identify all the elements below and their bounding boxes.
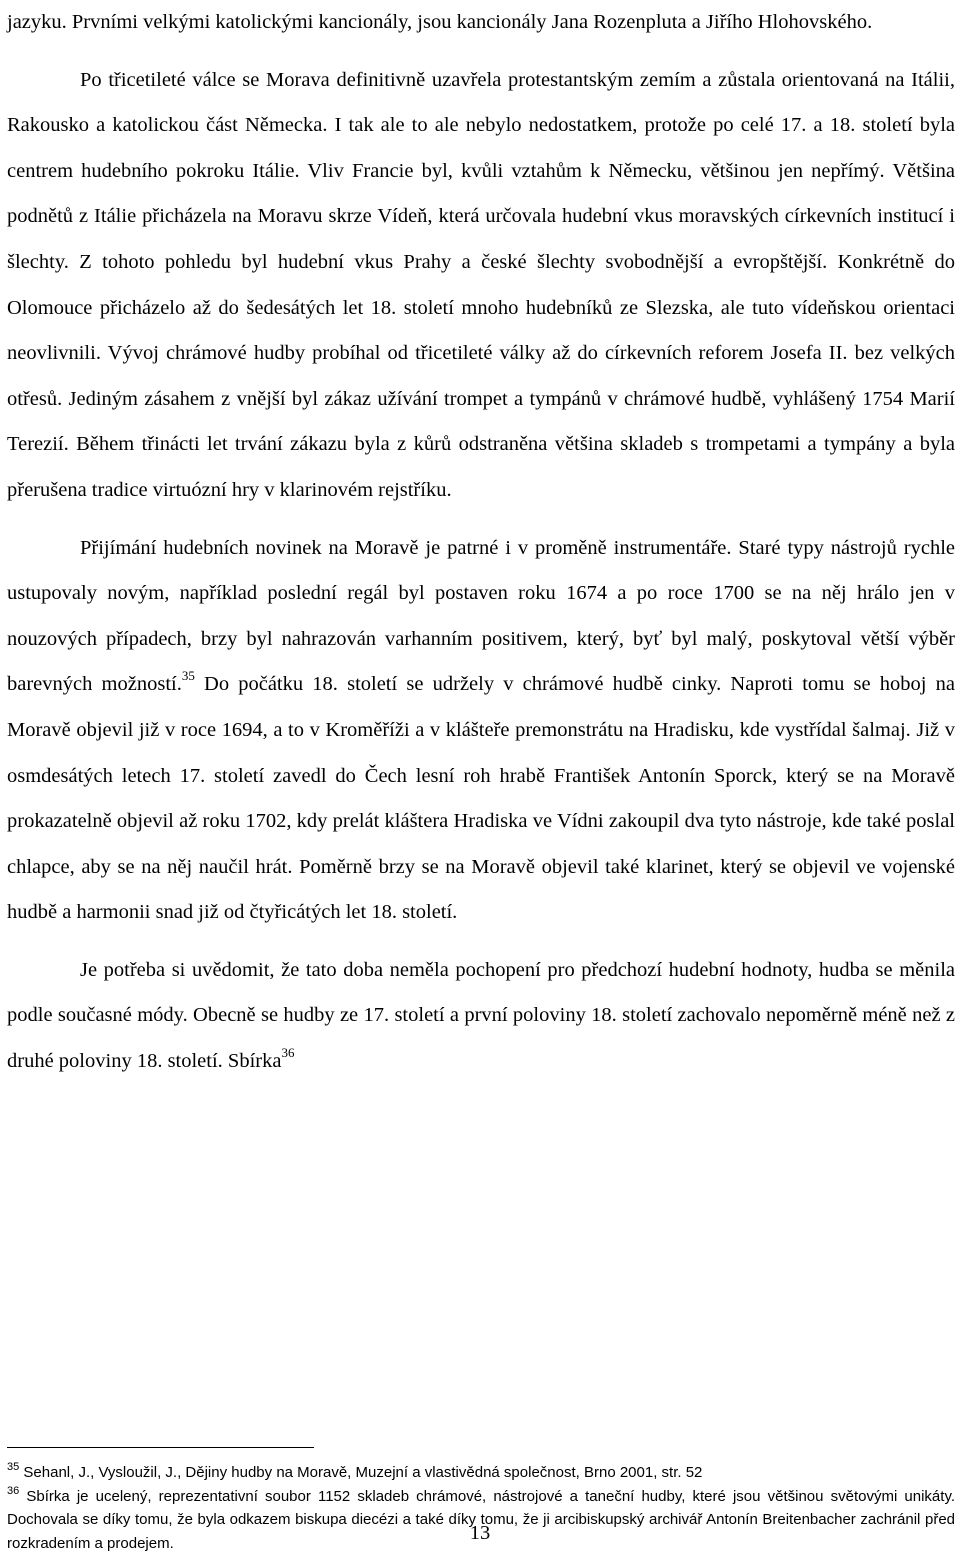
paragraph-thirty-years-war: Po třicetileté válce se Morava definitivně uzavřela protestantským zemím a zůstala orientovaná na Itálii, Rakousko a katolickou část Německa. I tak ale to ale nebylo nedostatkem, protože po celé 17. a 18. století byla centrem hudebního pokroku Itálie. Vliv Francie byl, kvůli vztahům k Německu, většinou jen nepřímý. Většina podnětů z Itálie přicházela na Moravu skrze Vídeň, která určovala hudební vkus moravských církevních institucí i šlechty. Z tohoto pohledu byl hudební vkus Prahy a české šlechty svobodnější a evropštější. Konkrétně do Olomouce přicházelo až do šedesátých let 18. století mnoho hudebníků ze Slezska, ale tuto vídeňskou orientaci neovlivnili. Vývoj chrámové hudby probíhal od třicetileté války až do církevních reforem Josefa II. bez velkých otřesů. Jediným zásahem z vnější byl zákaz užívání trompet a tympánů v chrámové hudbě, vyhlášený 1754 Marií Terezií. Během třinácti let trvání zákazu byla z kůrů odstraněna většina skladeb s trompetami a tympány a byla přerušena tradice virtuózní hry v klarinovém rejstříku.: [7, 58, 955, 514]
footnote-35: [7, 1461, 955, 1485]
paragraph-preservation-text: Je potřeba si uvědomit, že tato doba neměla pochopení pro předchozí hudební hodnoty, hudba se měnila podle současné módy. Obecně se hudby ze 17. století a první poloviny 18. století zachovalo nepoměrně méně než z druhé poloviny 18. století. Sbírka: [7, 959, 955, 1072]
paragraph-preservation: [7, 948, 955, 1085]
footnote-ref-36[interactable]: 36: [281, 1045, 294, 1060]
paragraph-instruments-text-a: Přijímání hudebních novinek na Moravě je patrné i v proměně instrumentáře. Staré typy nástrojů rychle ustupovaly novým, například poslední regál byl postaven roku 1674 a po roce 1700 se na něj hrálo jen v nouzových případech, brzy byl nahrazován varhanním positivem, který, byť byl malý, poskytoval větší výběr barevných možností.: [7, 537, 955, 696]
paragraph-continuation: jazyku. Prvními velkými katolickými kancionály, jsou kancionály Jana Rozenpluta a Jiřího Hlohovského.: [7, 0, 955, 46]
paragraph-instruments: [7, 526, 955, 936]
page-number: 13: [0, 1522, 960, 1545]
footnote-number-35: 35: [7, 1461, 19, 1473]
footnote-separator: [7, 1447, 314, 1448]
paragraph-instruments-text-b: Do počátku 18. století se udržely v chrámové hudbě cinky. Naproti tomu se hoboj na Moravě objevil již v roce 1694, a to v Kroměříži a v klášteře premonstrátu na Hradisku, kde vystřídal šalmaj. Již v osmdesátých letech 17. století zavedl do Čech lesní roh hrabě František Antonín Sporck, který se na Moravě prokazatelně objevil až roku 1702, kdy prelát kláštera Hradiska ve Vídni zakoupil dva tyto nástroje, kde také poslal chlapce, aby se na něj naučil hrát. Poměrně brzy se na Moravě objevil také klarinet, který se objevil ve vojenské hudbě a harmonii snad již od čtyřicátých let 18. století.: [7, 673, 955, 923]
footnote-ref-35[interactable]: 35: [182, 668, 195, 683]
footnote-number-36: 36: [7, 1485, 19, 1497]
body-text: [7, 0, 955, 1085]
footnote-text-35: Sehanl, J., Vysloužil, J., Dějiny hudby na Moravě, Muzejní a vlastivědná společnost, Brno 2001, str. 52: [19, 1464, 702, 1481]
footnote-text-36: Sbírka je ucelený, reprezentativní soubor 1152 skladeb chrámové, nástrojové a taneční hudby, které jsou většinou světovými unikáty. Dochovala se díky tomu, že byla odkazem biskupa diecézi a také díky tomu, že ji arcibiskupský archivář Antonín Breitenbacher zachránil před rozkradením a prodejem.: [7, 1488, 955, 1552]
